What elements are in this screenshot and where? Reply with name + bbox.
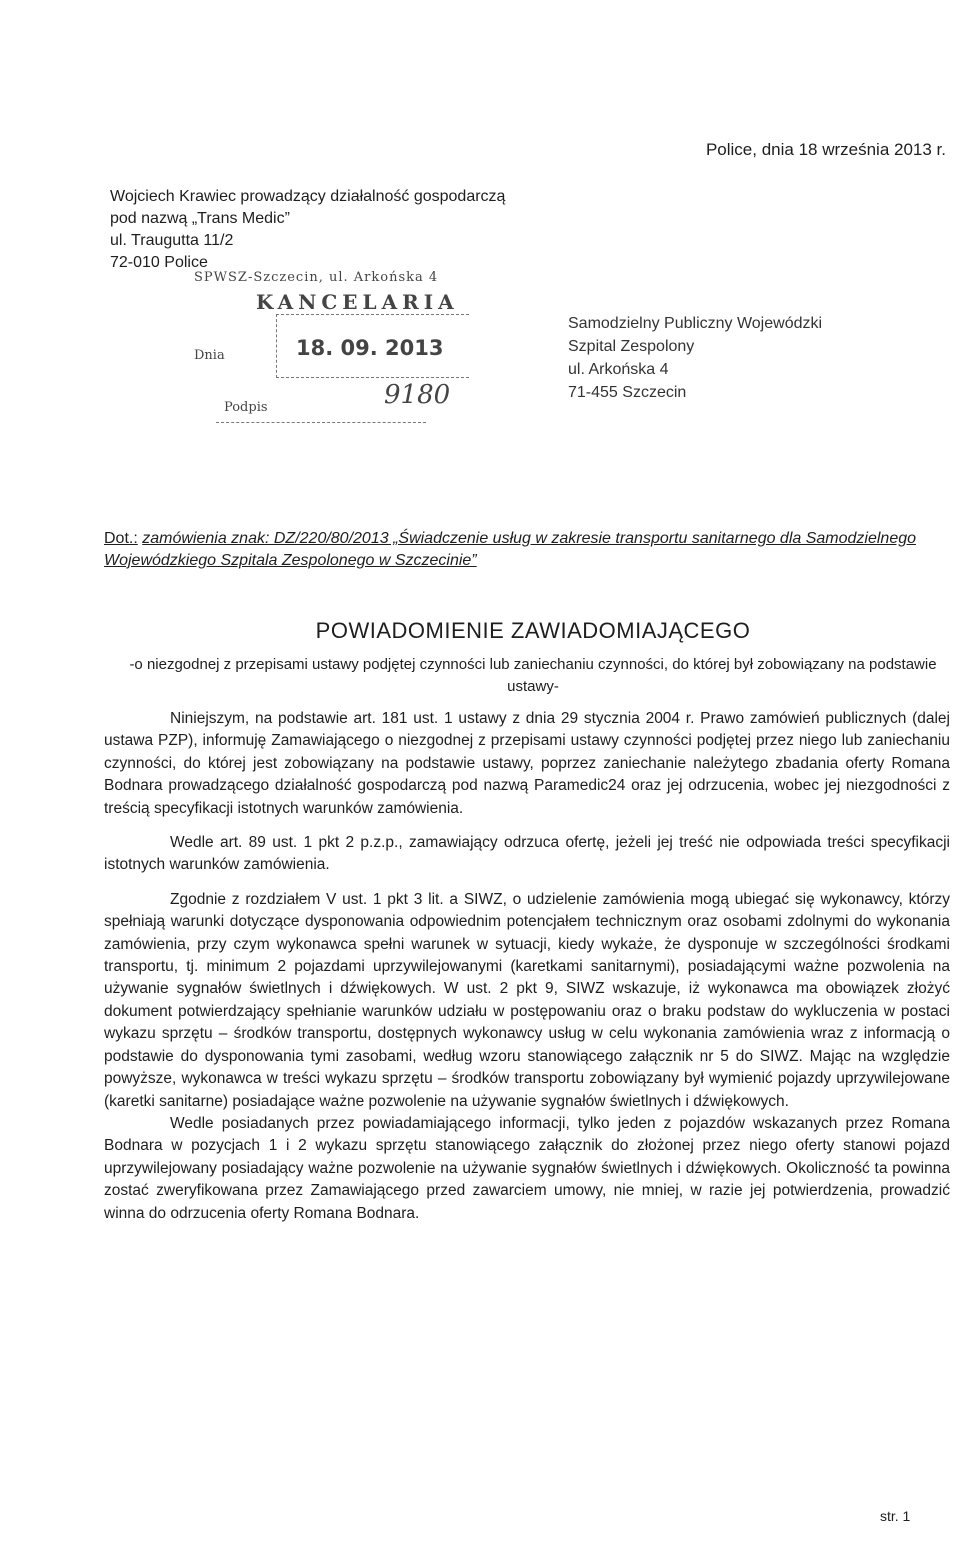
stamp-number: 9180: [384, 380, 451, 410]
document-subtitle: -o niezgodnej z przepisami ustawy podjętej czynności lub zaniechaniu czynności, do której był zobowiązany na podstawie ustawy-: [129, 656, 937, 695]
recipient-line: Samodzielny Publiczny Wojewódzki: [568, 315, 823, 332]
stamp-date-label: Dnia: [194, 348, 225, 363]
body-paragraph: Wedle art. 89 ust. 1 pkt 2 p.z.p., zamawiający odrzuca ofertę, jeżeli jej treść nie odpowiada treści specyfikacji istotnych warunków zamówienia.: [104, 834, 950, 874]
stamp-date: 18. 09. 2013: [296, 336, 444, 360]
sender-line: Wojciech Krawiec prowadzący działalność gospodarczą: [110, 188, 506, 205]
registry-stamp: [158, 270, 488, 450]
recipient-line: Szpital Zespolony: [568, 338, 695, 355]
recipient-line: 71-455 Szczecin: [568, 384, 687, 401]
sender-line: 72-010 Police: [110, 254, 208, 271]
stamp-signature-label: Podpis: [224, 400, 268, 415]
reference-line: [104, 528, 950, 572]
body-paragraph: Wedle posiadanych przez powiadamiającego informacji, tylko jeden z pojazdów wskazanych przez Romana Bodnara w pozycjach 1 i 2 wykazu sprzętu stanowiącego załącznik do złożonej przez niego oferty stanowi pojazd uprzywilejowany posiadający ważne pozwolenie na używanie sygnałów świetlnych i dźwiękowych. Okoliczność ta powinna zostać zweryfikowana przez Zamawiającego przed zawarciem umowy, nie mniej, w razie jej potwierdzenia, prowadzić winna do odrzucenia oferty Romana Bodnara.: [104, 1114, 950, 1222]
sender-address: [110, 186, 505, 274]
sender-line: ul. Traugutta 11/2: [110, 232, 234, 249]
document-title: POWIADOMIENIE ZAWIADOMIAJĄCEGO: [315, 618, 751, 643]
reference-text: zamówienia znak: DZ/220/80/2013 „Świadczenie usług w zakresie transportu sanitarnego dla Samodzielnego Wojewódzkiego Szpitala Zespolonego w Szczecinie”: [104, 530, 917, 569]
document-body: [104, 708, 950, 1237]
recipient-line: ul. Arkońska 4: [568, 361, 669, 378]
sender-line: pod nazwą „Trans Medic”: [110, 210, 290, 227]
stamp-office: KANCELARIA: [256, 290, 459, 314]
reference-label: Dot.:: [104, 530, 138, 547]
place-date: Police, dnia 18 września 2013 r.: [705, 140, 946, 159]
page-number: str. 1: [880, 1508, 911, 1524]
body-paragraph: Niniejszym, na podstawie art. 181 ust. 1 ustawy z dnia 29 stycznia 2004 r. Prawo zamówień publicznych (dalej ustawa PZP), informuję Zamawiającego o niezgodnej z przepisami ustawy czynności podjętej przez niego lub zaniechaniu czynności, do której jest zobowiązany na podstawie ustawy, poprzez zaniechanie należytego zbadania oferty Romana Bodnara prowadzącego działalność gospodarczą pod nazwą Paramedic24 oraz jej odrzucenia, wobec jej niezgodności z treścią specyfikacji istotnych warunków zamówienia.: [104, 710, 950, 817]
body-paragraph: Zgodnie z rozdziałem V ust. 1 pkt 3 lit. a SIWZ, o udzielenie zamówienia mogą ubiegać się wykonawcy, którzy spełniają warunki dotyczące dysponowania odpowiednim potencjałem technicznym oraz osobami zdolnymi do wykonania zamówienia, przy czym wykonawca spełni warunek w sytuacji, kiedy wykaże, że dysponuje w szczególności środkami transportu, tj. minimum 2 pojazdami uprzywilejowanymi (karetkami sanitarnymi), posiadającymi ważne pozwolenia na używanie sygnałów świetlnych i dźwiękowych. W ust. 2 pkt 9, SIWZ wskazuje, iż wykonawca ma obowiązek złożyć dokument potwierdzający spełnianie warunków udziału w postępowaniu oraz o braku podstaw do wykluczenia w postaci wykazu sprzętu – środków transportu, dostępnych wykonawcy usług w celu wykonania zamówienia wraz z informacją o podstawie do dysponowania tymi zasobami, według wzoru stanowiącego załącznik nr 5 do SIWZ. Mając na względzie powyższe, wykonawca w treści wykazu sprzętu – środków transportu zobowiązany był wymienić pojazdy uprzywilejowane (karetki sanitarne) posiadające ważne pozwolenie na używanie sygnałów świetlnych i dźwiękowych.: [104, 890, 950, 1110]
stamp-signature-line: [216, 422, 426, 423]
stamp-header: SPWSZ-Szczecin, ul. Arkońska 4: [194, 270, 439, 285]
recipient-address: [568, 312, 822, 404]
